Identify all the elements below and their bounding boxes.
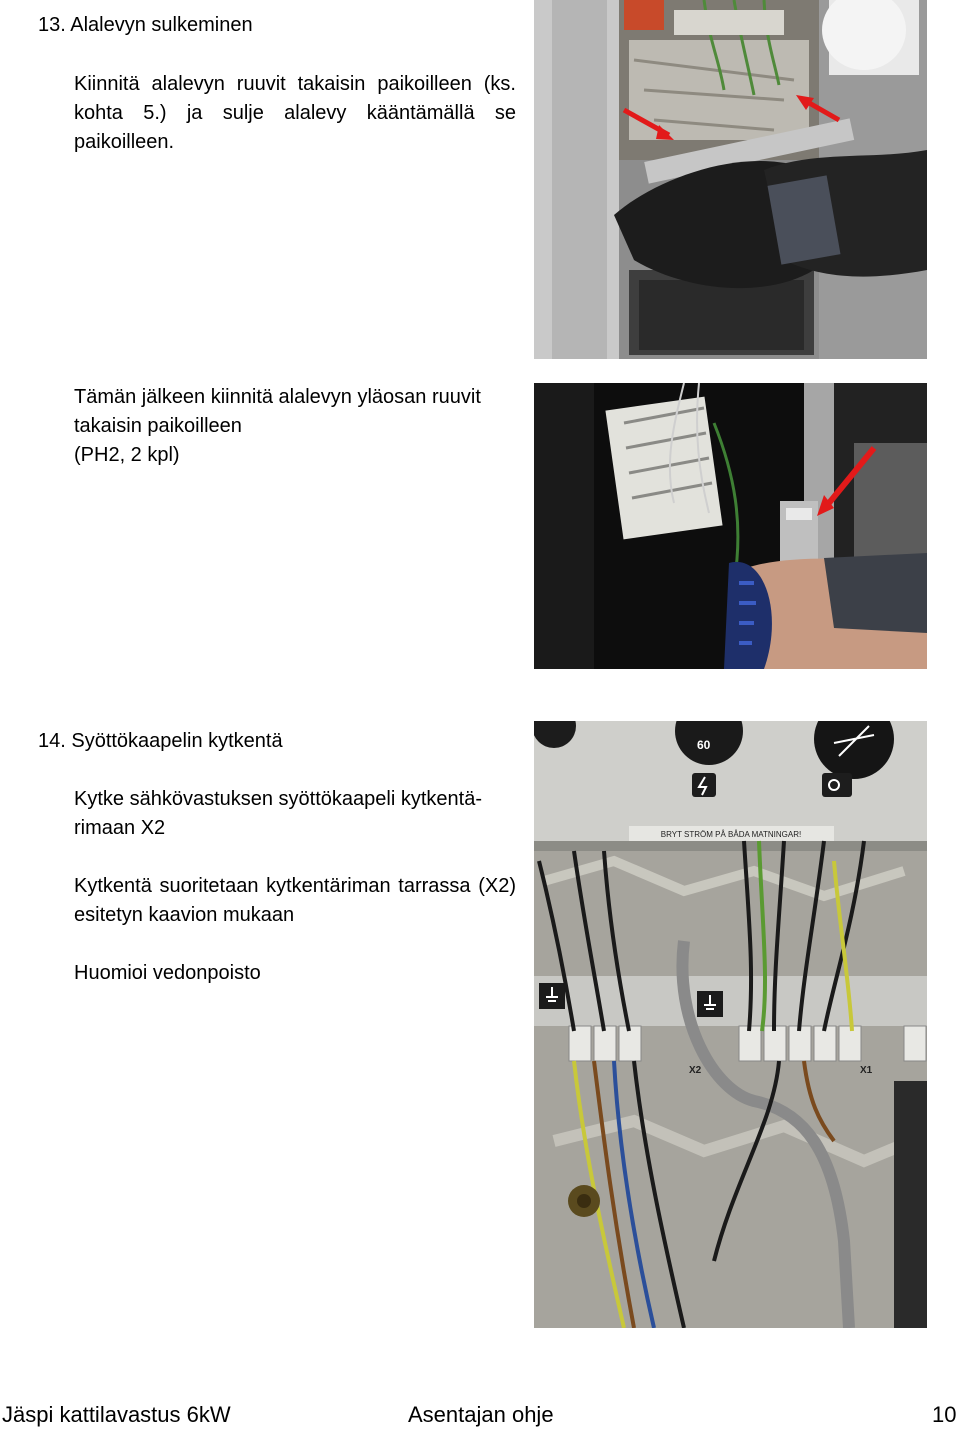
dial-number: 60: [697, 738, 711, 752]
section-14-paragraph-2: Kytkentä suoritetaan kytkentäriman tarrassa (X2) esitetyn kaavion mukaan: [74, 875, 516, 926]
photo-closing-lower-panel: [534, 0, 927, 359]
section-13-paragraph-2: [74, 383, 481, 470]
footer-page-number: 10: [932, 1402, 957, 1427]
photo-terminal-wiring: [534, 721, 927, 1328]
section-14-heading: 14. Syöttökaapelin kytkentä: [38, 730, 283, 752]
paragraph-line: (PH2, 2 kpl): [74, 444, 180, 466]
terminal-x1-label: X1: [860, 1065, 873, 1076]
paragraph-line: Tämän jälkeen kiinnitä alalevyn yläosan ruuvit: [74, 386, 481, 408]
section-14-paragraph-1: [74, 785, 482, 843]
paragraph-line: Kytke sähkövastuksen syöttökaapeli kytkentä-: [74, 788, 482, 810]
footer-document-title: Jäspi kattilavastus 6kW: [2, 1402, 231, 1427]
photo-upper-screws: [534, 383, 927, 669]
paragraph-line: rimaan X2: [74, 817, 166, 839]
section-13-heading: 13. Alalevyn sulkeminen: [38, 14, 253, 36]
section-14-paragraph-3: Huomioi vedonpoisto: [74, 962, 261, 984]
section-13-paragraph-1: Kiinnitä alalevyn ruuvit takaisin paikoilleen (ks. kohta 5.) ja sulje alalevy kääntämällä se paikoilleen.: [74, 73, 516, 153]
terminal-x2-label: X2: [689, 1065, 702, 1076]
footer-document-type: Asentajan ohje: [408, 1402, 554, 1427]
warning-label-line-1: BRYT STRÖM PÅ BÅDA MATNINGAR!: [660, 830, 802, 839]
paragraph-line: takaisin paikoilleen: [74, 415, 242, 437]
